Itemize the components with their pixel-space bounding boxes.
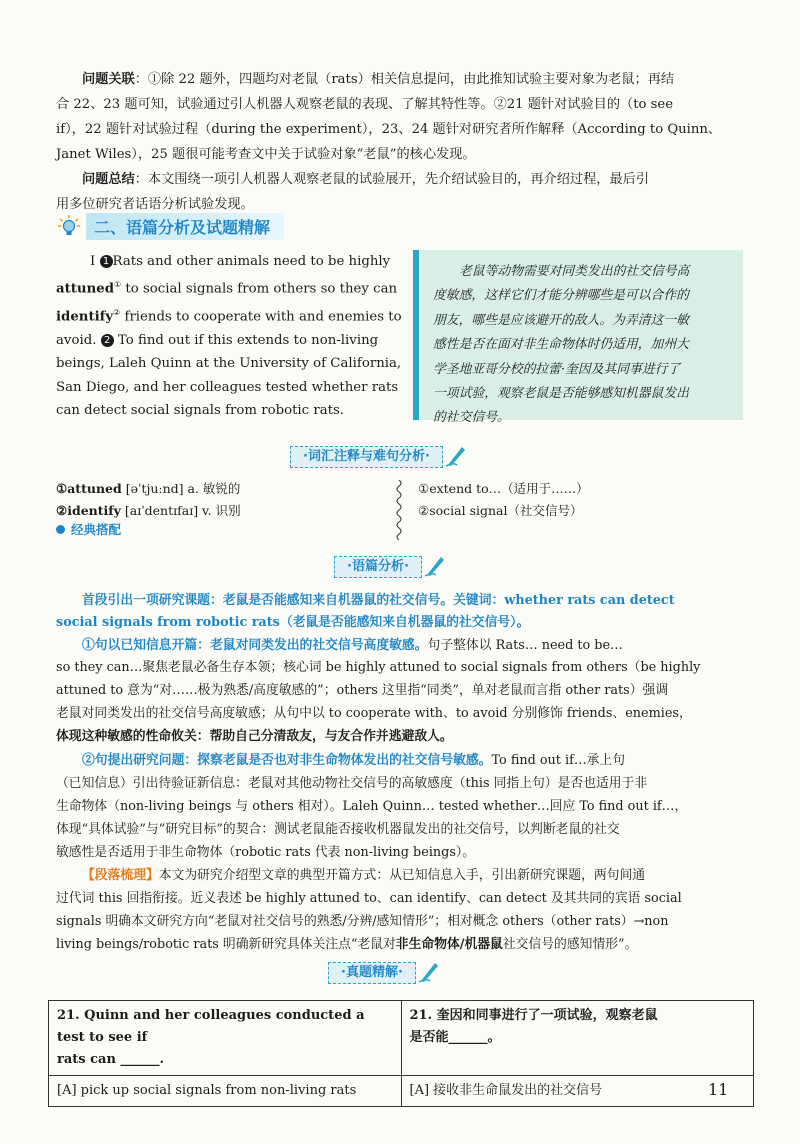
passage-paragraph (56, 250, 406, 423)
vocab-list-right (418, 478, 589, 522)
table-row (49, 1076, 754, 1107)
section-header (56, 212, 284, 240)
translation-line: 朋友，哪些是应该避开的敌人。为弄清这一敏 (433, 312, 689, 328)
option-a-cn: [A] 接收非生命鼠发出的社交信号 (401, 1076, 754, 1107)
section-title: 二、语篇分析及试题精解 (86, 213, 284, 240)
vocab-banner: ·词汇注释与难句分析· (290, 446, 467, 468)
analysis-line: （已知信息）引出待验证新信息：老鼠对其他动物社交信号的高敏感度（this 同指上句）是否也适用于非 (56, 776, 648, 791)
vocab-item: ②social signal（社交信号） (418, 503, 583, 518)
exam-banner: ·真题精解· (328, 962, 440, 984)
analysis-line: so they can…聚焦老鼠必备生存本领；核心词 be highly attuned to social signals from others（be highly (56, 660, 701, 675)
pen-icon (445, 443, 467, 471)
analysis-line: 【段落梳理】本文为研究介绍型文章的典型开篇方式：从已知信息入手，引出新研究课题，两句间通 (82, 868, 646, 883)
squiggle-divider (394, 480, 404, 540)
analysis-line: 首段引出一项研究课题：老鼠是否能感知来自机器鼠的社交信号。关键词：whether rats can detect (82, 593, 675, 608)
analysis-line: attuned to 意为“对……极为熟悉/高度敏感的”；others 这里指“同类”，单对老鼠而言指 other rats）强调 (56, 683, 669, 698)
intro-line-1: 问题关联：①除 22 题外，四题均对老鼠（rats）相关信息提问，由此推知试验主要对象为老鼠；再结 (82, 72, 675, 87)
vocab-item: ①extend to…（适用于……） (418, 481, 589, 496)
vocab-item: ②identify [aɪˈdentɪfaɪ] v. 识别 (56, 503, 241, 518)
analysis-line: ①句以已知信息开篇：老鼠对同类发出的社交信号高度敏感。句子整体以 Rats… need to be… (82, 638, 623, 653)
analysis-line: social signals from robotic rats（老鼠是否能感知来自机器鼠的社交信号）。 (56, 615, 530, 630)
passage-line: beings, Laleh Quinn at the University of California, (56, 356, 402, 372)
intro-line-4: Janet Wiles），25 题很可能考查文中关于试验对象“老鼠”的核心发现。 (56, 147, 476, 162)
passage-line: San Diego, and her colleagues tested whether rats (56, 379, 399, 395)
analysis-line: ②句提出研究问题：探察老鼠是否也对非生命物体发出的社交信号敏感。To find out if…承上句 (82, 753, 626, 768)
translation-line: 度敏感，这样它们才能分辨哪些是可以合作的 (433, 288, 689, 304)
translation-line: 学圣地亚哥分校的拉蕾·奎因及其同事进行了 (433, 361, 681, 377)
collocation-label: 经典搭配 (56, 518, 121, 541)
vocab-list-left (56, 478, 241, 522)
summary-line-1: 问题总结：本文围绕一项引人机器人观察老鼠的试验展开，先介绍试验目的，再介绍过程，最后引 (82, 172, 650, 187)
analysis-line: 生命物体（non-living beings 与 others 相对）。Laleh Quinn… tested whether…回应 To find out if…， (56, 799, 688, 814)
lightbulb-icon (56, 213, 82, 239)
analysis-line: signals 明确本文研究方向“老鼠对社交信号的熟悉/分辨/感知情形”；相对概念 others（other rats）→non (56, 914, 669, 929)
table-row (49, 1001, 754, 1076)
analysis-line: 体现这种敏感的性命攸关：帮助自己分清敌友，与友合作并逃避敌人。 (56, 729, 453, 744)
passage-line: identify② friends to cooperate with and enemies to (56, 308, 402, 325)
passage-line: attuned① to social signals from others so they can (56, 280, 398, 297)
analysis-line: 体现“具体试验”与“研究目标”的契合：测试老鼠能否接收机器鼠发出的社交信号，以判断老鼠的社交 (56, 822, 620, 837)
pen-icon (424, 553, 446, 581)
discourse-banner: ·语篇分析· (334, 556, 446, 578)
intro-line-2: 合 22、23 题可知，试验通过引人机器人观察老鼠的表现、了解其特性等。②21 题针对试验目的（to see (56, 97, 674, 112)
question-en: 21. Quinn and her colleagues conducted a test to see if rats can ______. (49, 1001, 402, 1076)
intro-line-3: if），22 题针对试验过程（during the experiment），23、24 题针对研究者所作解释（According to Quinn、 (56, 122, 722, 137)
passage-line: can detect social signals from robotic rats. (56, 403, 345, 419)
translation-line: 老鼠等动物需要对同类发出的社交信号高 (459, 264, 690, 279)
question-cn: 21. 奎因和同事进行了一项试验，观察老鼠 是否能______。 (401, 1001, 754, 1076)
passage-line: Ⅰ 1 Rats and other animals need to be highly (90, 254, 391, 269)
sentence-number-1: 1 (100, 255, 113, 268)
page-number: 11 (708, 1080, 729, 1099)
translation-box (413, 250, 743, 426)
bullet-icon (56, 525, 65, 534)
analysis-line: 敏感性是否适用于非生命物体（robotic rats 代表 non-living beings）。 (56, 845, 476, 860)
translation-line: 一项试验，观察老鼠是否能够感知机器鼠发出 (433, 386, 689, 402)
option-a-en: [A] pick up social signals from non-living rats (49, 1076, 402, 1107)
pen-icon (418, 959, 440, 987)
question-table (48, 1000, 754, 1107)
translation-line: 的社交信号。 (433, 410, 510, 426)
analysis-line: 过代词 this 回指衔接。近义表述 be highly attuned to、can identify、can detect 及其共同的宾语 social (56, 891, 682, 906)
translation-line: 感性是否在面对非生命物体时仍适用，加州大 (433, 337, 689, 353)
passage-line: avoid. 2 To find out if this extends to non-living (56, 333, 379, 349)
summary-line-2: 用多位研究者话语分析试验发现。 (56, 197, 254, 212)
analysis-line: 老鼠对同类发出的社交信号高度敏感；从句中以 to cooperate with、to avoid 分别修饰 friends、enemies， (56, 706, 692, 721)
analysis-line: living beings/robotic rats 明确新研究具体关注点“老鼠对非生命物体/机器鼠社交信号的感知情形”。 (56, 937, 638, 952)
vocab-item: ①attuned [əˈtjuːnd] a. 敏锐的 (56, 481, 241, 496)
sentence-number-2: 2 (101, 334, 114, 347)
